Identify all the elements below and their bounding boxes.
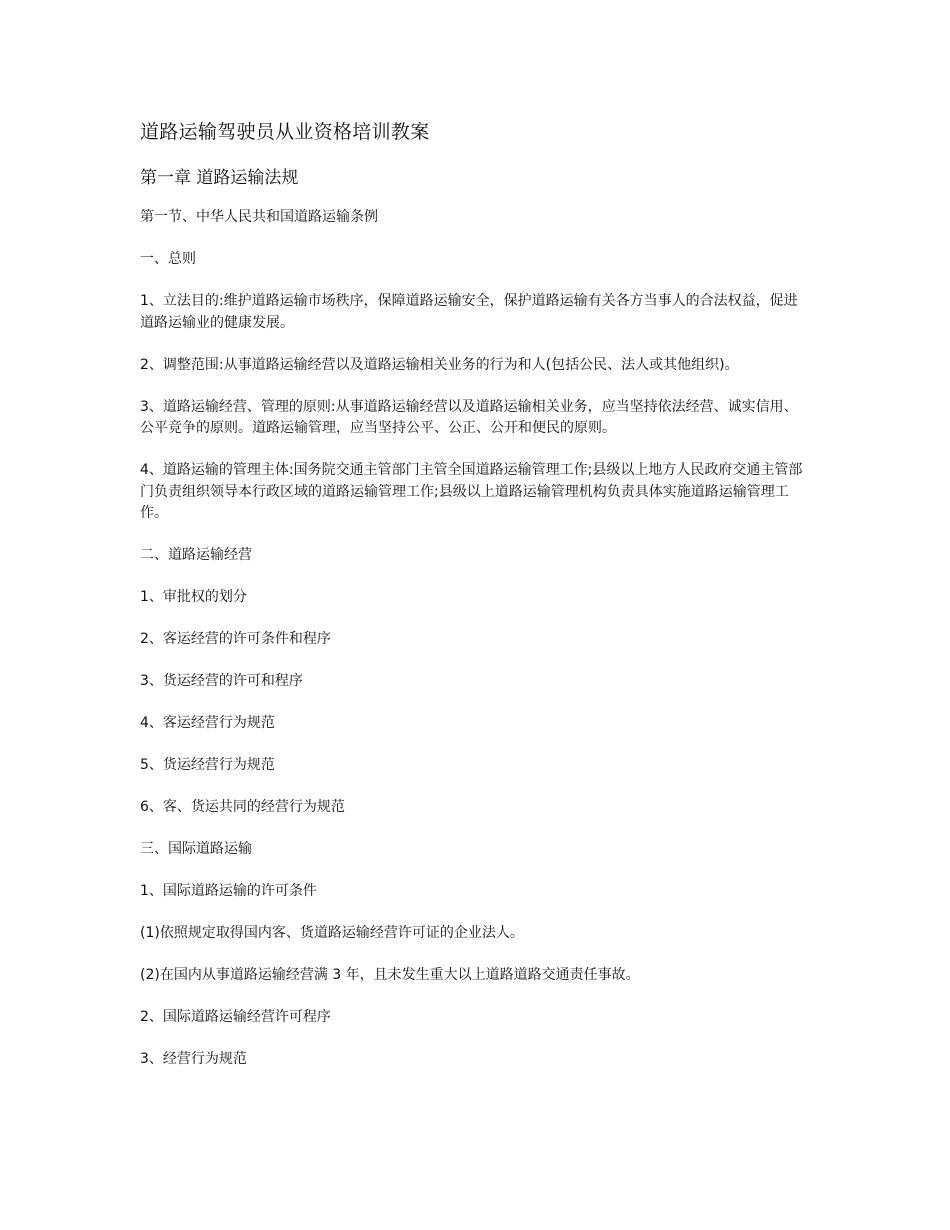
list-item: 2、国际道路运输经营许可程序 [140, 1009, 331, 1025]
list-item: 6、客、货运共同的经营行为规范 [140, 799, 345, 815]
list-item: 1、国际道路运输的许可条件 [140, 883, 317, 899]
subsection-heading: 三、国际道路运输 [140, 841, 252, 857]
subsection-heading: 二、道路运输经营 [140, 547, 252, 563]
list-item: 4、客运经营行为规范 [140, 715, 275, 731]
section-heading: 第一节、中华人民共和国道路运输条例 [140, 209, 378, 225]
list-item: 3、经营行为规范 [140, 1051, 247, 1067]
list-item: (1)依照规定取得国内客、货道路运输经营许可证的企业法人。 [140, 925, 524, 941]
paragraph: 1、立法目的:维护道路运输市场秩序，保障道路运输安全，保护道路运输有关各方当事人的合法权益，促进道路运输业的健康发展。 [140, 293, 798, 331]
paragraph: 3、道路运输经营、管理的原则:从事道路运输经营以及道路运输相关业务，应当坚持依法经营、诚实信用、公平竞争的原则。道路运输管理，应当坚持公平、公正、公开和便民的原则。 [140, 398, 798, 436]
document-title: 道路运输驾驶员从业资格培训教案 [140, 121, 430, 143]
list-item: 2、客运经营的许可条件和程序 [140, 631, 331, 647]
list-item: (2)在国内从事道路运输经营满 3 年，且未发生重大以上道路道路交通责任事故。 [140, 967, 640, 983]
chapter-heading: 第一章 道路运输法规 [140, 168, 299, 188]
document-body [140, 118, 810, 1091]
list-item: 1、审批权的划分 [140, 589, 247, 605]
list-item: 5、货运经营行为规范 [140, 757, 275, 773]
subsection-heading: 一、总则 [140, 251, 196, 267]
paragraph: 4、道路运输的管理主体:国务院交通主管部门主管全国道路运输管理工作;县级以上地方人民政府交通主管部门负责组织领导本行政区域的道路运输管理工作;县级以上道路运输管理机构负责具体实施道路运输管理工作。 [140, 462, 803, 521]
paragraph: 2、调整范围:从事道路运输经营以及道路运输相关业务的行为和人(包括公民、法人或其他组织)。 [140, 356, 739, 373]
list-item: 3、货运经营的许可和程序 [140, 673, 303, 689]
